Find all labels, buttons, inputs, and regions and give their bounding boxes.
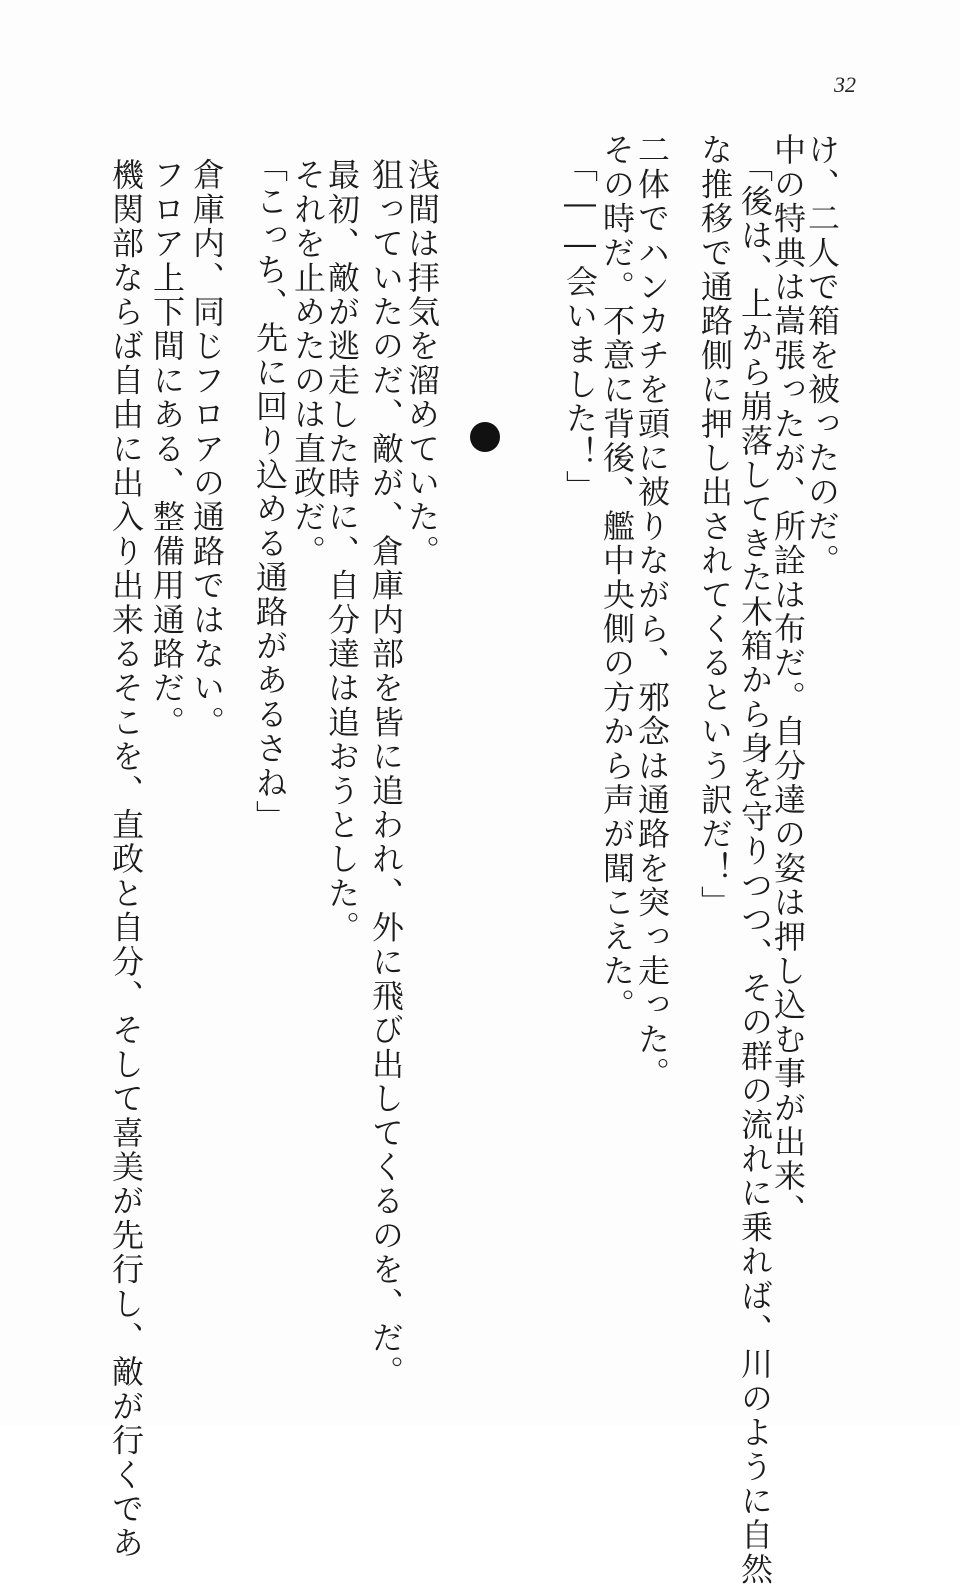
page-number: 32 (834, 72, 856, 97)
text-column: 狙っていたのだ、敵が、倉庫内部を皆に追われ、外に飛び出してくるのを、だ。 (367, 158, 405, 1390)
text-column: 「こっち、先に回り込める通路があるさね」 (251, 150, 289, 834)
text-column: フロア上下間にある、整備用通路だ。 (148, 158, 186, 740)
text-column: な推移で通路側に押し出されてくるという訳だ！」 (696, 133, 734, 920)
text-column: 「後は、上から崩落してきた木箱から身を守りつつ、その群の流れに乗れば、川のように自然 (736, 150, 774, 1586)
text-column: 倉庫内、同じフロアの通路ではない。 (188, 158, 226, 740)
section-break-dot (470, 422, 500, 452)
text-column: け、二人で箱を被ったのだ。 (803, 133, 841, 578)
text-column: それを止めたのは直政だ。 (289, 158, 327, 569)
text-column: 中の特典は嵩張ったが、所詮は布だ。自分達の姿は押し込む事が出来、 (769, 133, 807, 1228)
text-column: 最初、敵が逃走した時に、自分達は追おうとした。 (323, 158, 361, 945)
text-column: その時だ。不意に背後、艦中央側の方から声が聞こえた。 (598, 133, 636, 1023)
text-column: 浅間は拝気を溜めていた。 (403, 158, 441, 569)
text-column: 二体でハンカチを頭に被りながら、邪念は通路を突っ走った。 (633, 133, 671, 1091)
text-column: 「――会いました！」 (561, 150, 599, 504)
text-column: 機関部ならば自由に出入り出来るそこを、直政と自分、そして喜美が先行し、敵が行くであ (107, 158, 145, 1561)
